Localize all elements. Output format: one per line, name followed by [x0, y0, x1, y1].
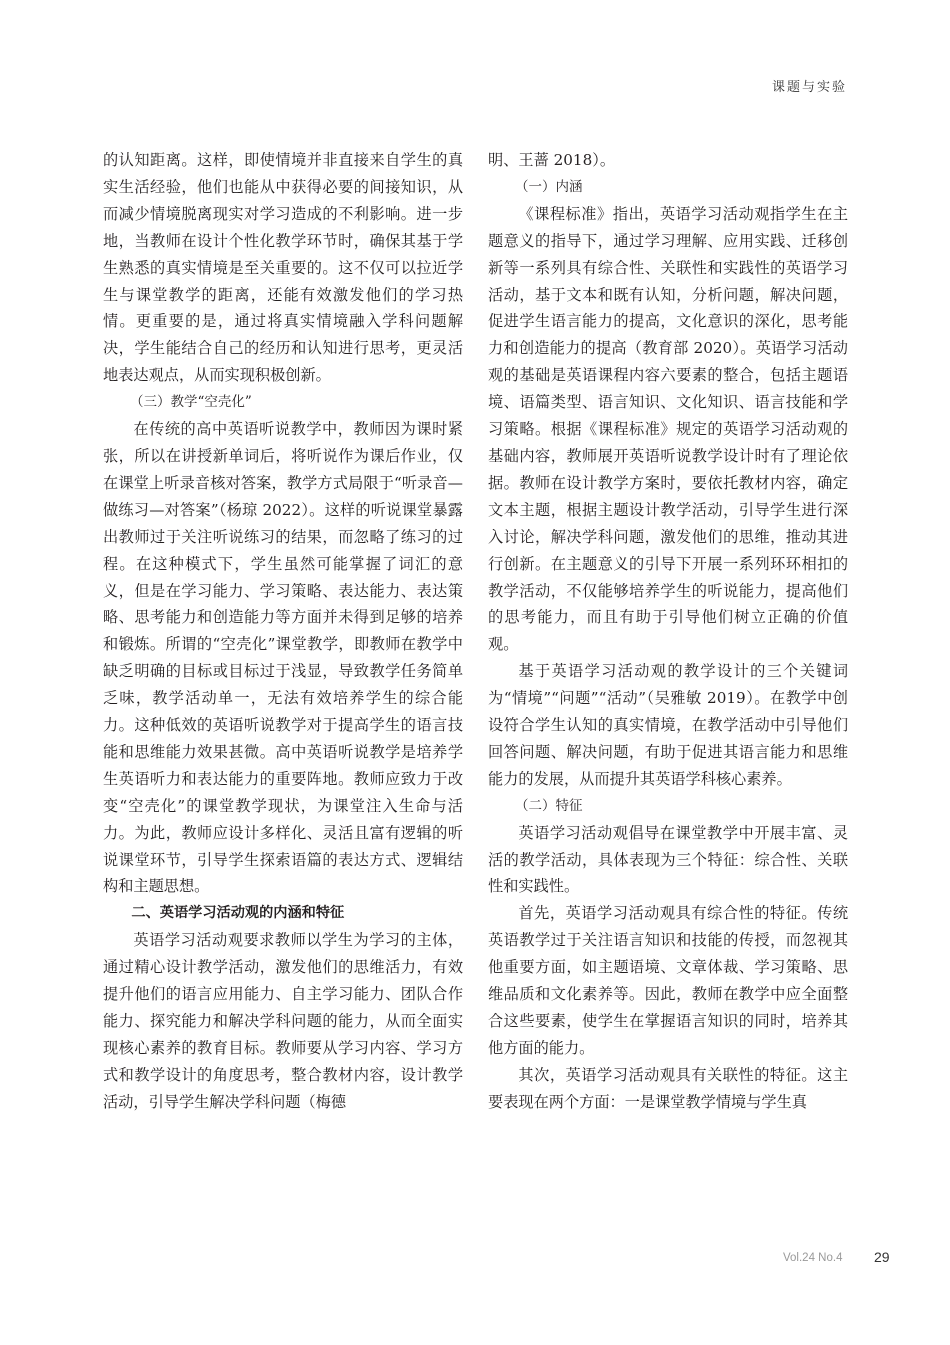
- paragraph: 英语学习活动观要求教师以学生为学习的主体，通过精心设计教学活动，激发他们的思维活力，有效提升他们的语言应用能力、自主学习能力、团队合作能力、探究能力和解决学科问题的能力，从而全面实现核心素养的教育目标。教师要从学习内容、学习方式和教学设计的角度思考，整合教材内容，设计教学活动，引导学生解决学科问题（梅德: [103, 931, 463, 1111]
- subheading-2: （二）特征: [515, 797, 583, 814]
- paragraph: 的认知距离。这样，即使情境并非直接来自学生的真实生活经验，他们也能从中获得必要的间接知识，从而减少情境脱离现实对学习造成的不利影响。进一步地，当教师在设计个性化教学环节时，确保其基于学生熟悉的真实情境是至关重要的。这不仅可以拉近学生与课堂教学的距离，还能有效激发他们的学习热情。更重要的是，通过将真实情境融入学科问题解决，学生能结合自己的经历和认知进行思考，更灵活地表达观点，从而实现积极创新。: [103, 151, 463, 385]
- paragraph: 《课程标准》指出，英语学习活动观指学生在主题意义的指导下，通过学习理解、应用实践、迁移创新等一系列具有综合性、关联性和实践性的英语学习活动，基于文本和既有认知，分析问题，解决问题，促进学生语言能力的提高，文化意识的深化，思考能力和创造能力的提高（教育部 2020）。英语学习活动观的基础是英语课程内容六要素的整合，包括主题语境、语篇类型、语言知识、文化知识、语言技能和学习策略。根据《课程标准》规定的英语学习活动观的基础内容，教师展开英语听说教学设计时有了理论依据。教师在设计教学方案时，要依托教材内容，确定文本主题，根据主题设计教学活动，引导学生进行深入讨论，解决学科问题，激发他们的思维，推动其进行创新。在主题意义的引导下开展一系列环环相扣的教学活动，不仅能够培养学生的听说能力，提高他们的思考能力，而且有助于引导他们树立正确的价值观。: [488, 204, 848, 654]
- right-column: [488, 147, 848, 1116]
- subheading-1: （一）内涵: [515, 178, 583, 195]
- paragraph: 英语学习活动观倡导在课堂教学中开展丰富、灵活的教学活动，具体表现为三个特征：综合性、关联性和实践性。: [488, 823, 848, 896]
- section-heading-2: 二、英语学习活动观的内涵和特征: [131, 905, 345, 922]
- paragraph: 明、王蔷 2018）。: [488, 151, 616, 169]
- running-header: 课题与实验: [771, 80, 847, 95]
- subheading-3: （三）教学“空壳化”: [130, 394, 252, 411]
- paragraph: 其次，英语学习活动观具有关联性的特征。这主要表现在两个方面：一是课堂教学情境与学生真: [488, 1065, 848, 1111]
- paragraph: 首先，英语学习活动观具有综合性的特征。传统英语教学过于关注语言知识和技能的传授，而忽视其他重要方面，如主题语境、文章体裁、学习策略、思维品质和文化素养等。因此，教师在教学中应全面整合这些要素，使学生在掌握语言知识的同时，培养其他方面的能力。: [488, 904, 848, 1057]
- volume-label: Vol.24 No.4: [783, 1252, 843, 1264]
- page-number: 29: [874, 1249, 890, 1265]
- paragraph: 在传统的高中英语听说教学中，教师因为课时紧张，所以在讲授新单词后，将听说作为课后作业，仅在课堂上听录音核对答案，教学方式局限于“听录音—做练习—对答案”（杨琼 2022）。这样的听说课堂暴露出教师过于关注听说练习的结果，而忽略了练习的过程。在这种模式下，学生虽然可能掌握了词汇的意义，但是在学习能力、学习策略、表达能力、表达策略、思考能力和创造能力等方面并未得到足够的培养和锻炼。所谓的“空壳化”课堂教学，即教师在教学中缺乏明确的目标或目标过于浅显，导致教学任务简单乏味，教学活动单一，无法有效培养学生的综合能力。这种低效的英语听说教学对于提高学生的语言技能和思维能力效果甚微。高中英语听说教学是培养学生英语听力和表达能力的重要阵地。教师应致力于改变“空壳化”的课堂教学现状，为课堂注入生命与活力。为此，教师应设计多样化、灵活且富有逻辑的听说课堂环节，引导学生探索语篇的表达方式、逻辑结构和主题思想。: [103, 420, 463, 896]
- left-column: [103, 147, 463, 1116]
- paragraph: 基于英语学习活动观的教学设计的三个关键词为“情境”“问题”“活动”（吴雅敏 2019）。在教学中创设符合学生认知的真实情境，在教学活动中引导他们回答问题、解决问题，有助于促进其语言能力和思维能力的发展，从而提升其英语学科核心素养。: [488, 662, 848, 788]
